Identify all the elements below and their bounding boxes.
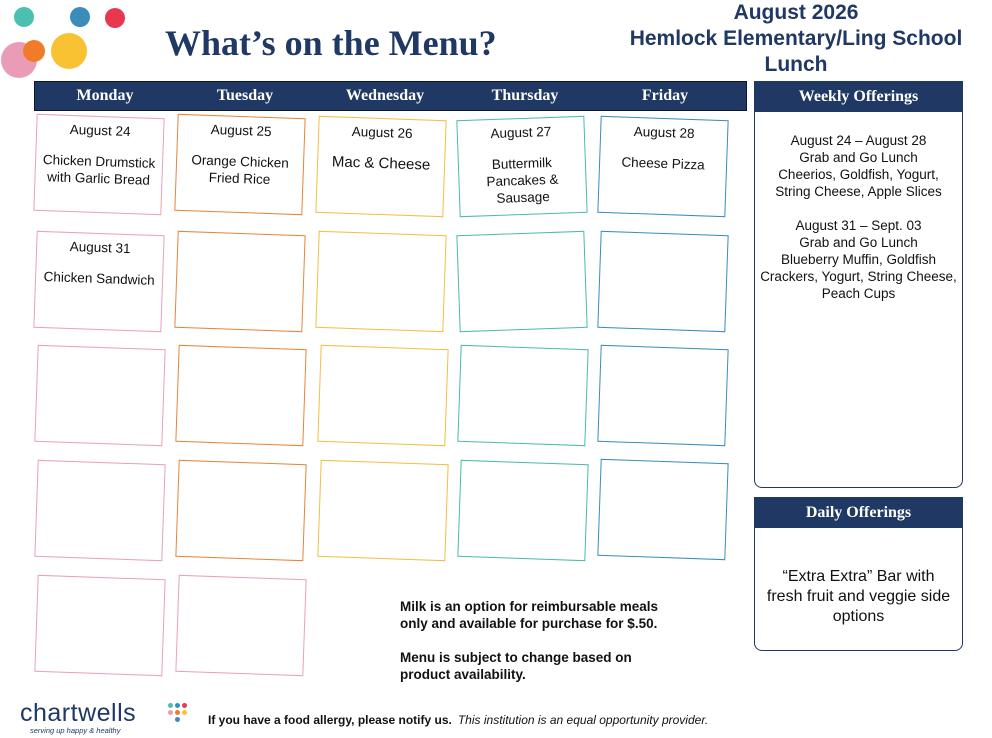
menu-cell-empty: [317, 460, 448, 561]
menu-cell-empty: [456, 231, 587, 332]
menu-cell-empty: [175, 575, 306, 676]
menu-cell-empty: [597, 231, 728, 332]
logo-wordmark: chartwells: [20, 699, 137, 727]
menu-cell-empty: [457, 345, 588, 446]
chartwells-logo: [20, 701, 136, 735]
decorative-dot: [105, 8, 125, 28]
decorative-dot: [51, 33, 87, 69]
logo-tagline: serving up happy & healthy: [30, 726, 121, 735]
decorative-dot: [14, 7, 34, 27]
cell-date: August 28: [633, 123, 695, 142]
cell-meal: Cheese Pizza: [621, 154, 705, 173]
offer-items: Cheerios, Goldfish, Yogurt, String Cheese, Apple Slices: [775, 167, 942, 199]
day-header-tuesday: Tuesday: [216, 87, 274, 104]
menu-cell-empty: [34, 345, 165, 446]
menu-cell-empty: [457, 460, 588, 561]
menu-cell-empty: [315, 231, 446, 332]
cell-date: August 25: [210, 121, 272, 140]
offer-items: Blueberry Muffin, Goldfish Crackers, Yogurt, String Cheese, Peach Cups: [760, 252, 957, 301]
menu-cell-aug-24: [33, 114, 164, 215]
menu-cell-aug-25: [174, 114, 305, 215]
milk-note: Milk is an option for reimbursable meals only and available for purchase for $.50.: [400, 599, 659, 631]
menu-cell-aug-31: [33, 231, 164, 332]
menu-cell-empty: [34, 575, 165, 676]
cell-date: August 31: [69, 238, 131, 257]
change-note: Menu is subject to change based on product availability.: [400, 650, 632, 682]
decorative-dot: [23, 40, 45, 62]
cell-meal: Orange Chicken Fried Rice: [191, 152, 290, 188]
menu-cell-empty: [317, 345, 448, 446]
offer-type: Grab and Go Lunch: [799, 235, 918, 250]
equal-opportunity-notice: This institution is an equal opportunity provider.: [457, 713, 709, 727]
cell-date: August 27: [490, 123, 552, 142]
menu-notes: [400, 598, 670, 683]
footer: [208, 713, 708, 727]
meal-label: Lunch: [764, 53, 828, 76]
menu-cell-empty: [174, 231, 305, 332]
allergy-notice: If you have a food allergy, please notify us.: [208, 713, 452, 727]
cell-meal: Chicken Sandwich: [43, 269, 155, 288]
header-info: [600, 0, 992, 78]
daily-offerings-title: Daily Offerings: [755, 498, 962, 528]
logo-dots-icon: [168, 703, 188, 723]
daily-offerings-panel: [754, 497, 963, 651]
day-header-monday: Monday: [76, 87, 134, 104]
cell-meal: Buttermilk Pancakes & Sausage: [486, 154, 559, 206]
cell-meal: Mac & Cheese: [331, 153, 431, 174]
weekly-offerings-content: [755, 132, 962, 302]
offer-dates: August 24 – August 28: [790, 133, 927, 148]
offer-type: Grab and Go Lunch: [799, 150, 918, 165]
weekday-header-bar: [34, 81, 747, 111]
menu-cell-empty: [34, 460, 165, 561]
cell-date: August 24: [69, 121, 131, 140]
page-title: What’s on the Menu?: [165, 23, 497, 63]
day-header-thursday: Thursday: [491, 87, 559, 104]
cell-meal: Chicken Drumstick with Garlic Bread: [42, 152, 156, 188]
decorative-dot: [70, 7, 90, 27]
menu-cell-aug-26: [315, 116, 446, 217]
daily-offerings-text: “Extra Extra” Bar with fresh fruit and veggie side options: [766, 568, 951, 625]
offer-dates: August 31 – Sept. 03: [795, 218, 922, 233]
month-label: August 2026: [733, 1, 859, 24]
day-header-wednesday: Wednesday: [345, 87, 425, 104]
menu-cell-empty: [597, 459, 728, 560]
menu-cell-aug-27: [456, 116, 587, 217]
menu-cell-empty: [597, 345, 728, 446]
weekly-offerings-panel: [754, 81, 963, 488]
day-header-friday: Friday: [641, 87, 689, 104]
menu-cell-aug-28: [597, 116, 728, 217]
weekly-offerings-title: Weekly Offerings: [755, 82, 962, 112]
menu-cell-empty: [175, 460, 306, 561]
cell-date: August 26: [351, 123, 413, 142]
menu-cell-empty: [175, 345, 306, 446]
school-name: Hemlock Elementary/Ling School: [629, 27, 963, 50]
